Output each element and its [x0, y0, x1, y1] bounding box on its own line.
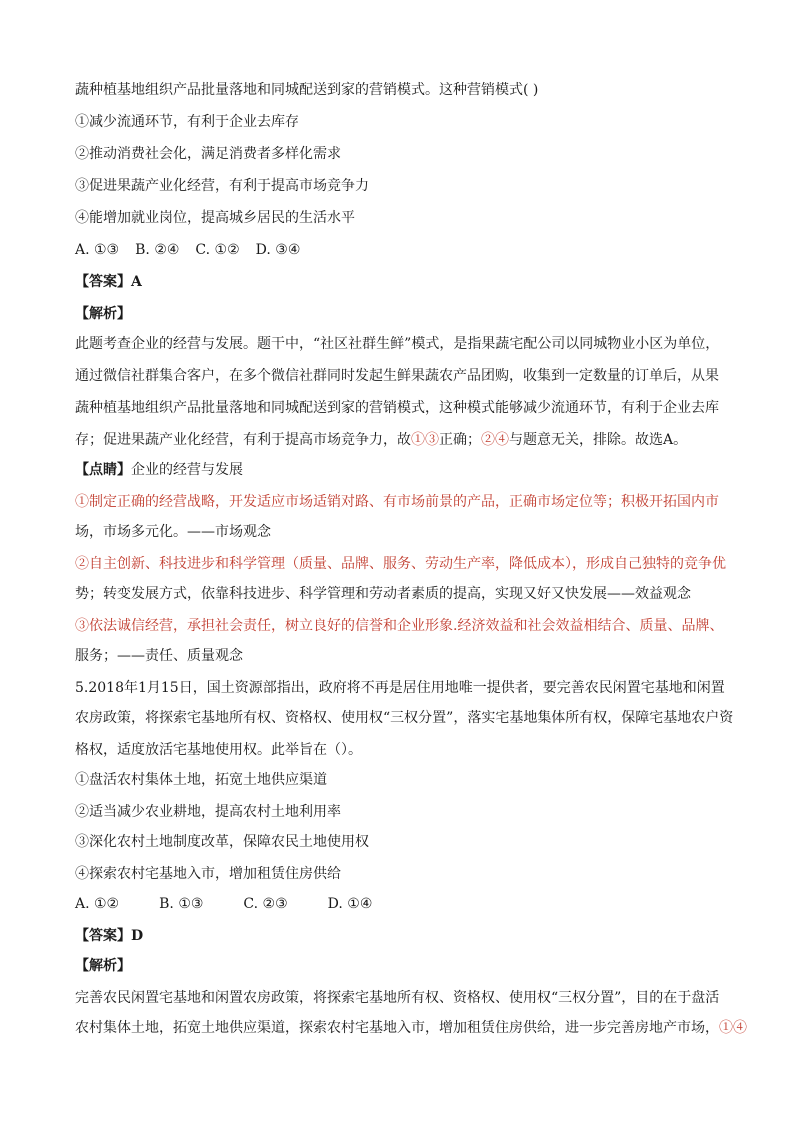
q4-option-1: ①减少流通环节，有利于企业去库存	[75, 114, 299, 130]
q4-analysis-mid: 正确；	[439, 432, 481, 448]
q4-tip-line-1: ①制定正确的经营战略，开发适应市场适销对路、有市场前景的产品，正确市场定位等；积极开拓国内市	[75, 494, 719, 510]
q5-option-1: ①盘活农村集体土地，拓宽土地供应渠道	[75, 772, 327, 788]
q4-analysis-label: 【解析】	[75, 306, 131, 322]
q4-tip-line-5: ③依法诚信经营，承担社会责任，树立良好的信誉和企业形象.经济效益和社会效益相结合、质量、品牌、	[75, 618, 724, 634]
q4-analysis-line-3: 蔬种植基地组织产品批量落地和同城配送到家的营销模式，这种模式能够减少流通环节，有利于企业去库	[75, 400, 719, 416]
q4-analysis-line-4	[75, 430, 725, 450]
q5-stem-line-1: 5.2018年1月15日，国土资源部指出，政府将不再是居住用地唯一提供者，要完善农民闲置宅基地和闲置	[75, 680, 725, 696]
q4-option-2: ②推动消费社会化，满足消费者多样化需求	[75, 146, 341, 162]
q4-correct-options: ①③	[411, 432, 439, 448]
q5-analysis-line-1: 完善农民闲置宅基地和闲置农房政策，将探索宅基地所有权、资格权、使用权“三权分置”，目的在于盘活	[75, 990, 720, 1006]
q4-stem-tail: 蔬种植基地组织产品批量落地和同城配送到家的营销模式。这种营销模式( )	[75, 82, 539, 98]
q4-option-4: ④能增加就业岗位，提高城乡居民的生活水平	[75, 210, 355, 226]
q5-choice-a: A. ①②	[75, 896, 120, 912]
q5-choice-c: C. ②③	[243, 896, 288, 912]
q4-tip-line-2: 场，市场多元化。——市场观念	[75, 524, 271, 540]
q5-stem-line-2: 农房政策，将探索宅基地所有权、资格权、使用权“三权分置”，落实宅基地集体所有权，保障宅基地农户资	[75, 710, 734, 726]
q4-choice-d: D. ③④	[255, 242, 301, 258]
q5-analysis-label: 【解析】	[75, 958, 131, 974]
q5-analysis-pre: 农村集体土地，拓宽土地供应渠道，探索农村宅基地入市，增加租赁住房供给，进一步完善房地产市场，	[75, 1020, 719, 1036]
q4-choice-b: B. ②④	[135, 242, 180, 258]
q4-tip-title: 企业的经营与发展	[131, 462, 243, 478]
q4-tip-label: 【点睛】	[75, 462, 131, 478]
q4-tip-heading	[75, 460, 725, 480]
q4-option-3: ③促进果蔬产业化经营，有利于提高市场竞争力	[75, 178, 369, 194]
q5-stem-line-3: 格权，适度放活宅基地使用权。此举旨在（）。	[75, 742, 362, 758]
q5-correct-options: ①④	[719, 1020, 747, 1036]
q4-tip-line-4: 势；转变发展方式，依靠科技进步、科学管理和劳动者素质的提高，实现又好又快发展——效益观念	[75, 586, 691, 602]
q4-analysis-line-2: 通过微信社群集合客户，在多个微信社群同时发起生鲜果蔬农产品团购，收集到一定数量的订单后，从果	[75, 368, 719, 384]
q5-choice-b: B. ①③	[159, 896, 204, 912]
q4-analysis-pre: 存；促进果蔬产业化经营，有利于提高市场竞争力，故	[75, 432, 411, 448]
q4-analysis-post: 与题意无关，排除。故选A。	[509, 432, 688, 448]
q5-choice-d: D. ①④	[327, 896, 373, 912]
q5-option-2: ②适当减少农业耕地，提高农村土地利用率	[75, 804, 341, 820]
q4-choice-c: C. ①②	[195, 242, 240, 258]
q4-wrong-options: ②④	[481, 432, 509, 448]
q5-choices	[75, 894, 725, 914]
q4-choices	[75, 240, 725, 260]
q5-analysis-line-2	[75, 1018, 747, 1038]
q4-tip-line-6: 服务；——责任、质量观念	[75, 648, 243, 664]
q5-answer: 【答案】D	[75, 928, 144, 944]
q4-analysis-line-1: 此题考查企业的经营与发展。题干中，“社区社群生鲜”模式，是指果蔬宅配公司以同城物业小区为单位，	[75, 336, 720, 352]
q4-tip-line-3: ②自主创新、科技进步和科学管理（质量、品牌、服务、劳动生产率，降低成本），形成自己独特的竞争优	[75, 556, 726, 572]
q4-answer: 【答案】A	[75, 274, 142, 290]
q5-option-4: ④探索农村宅基地入市，增加租赁住房供给	[75, 866, 341, 882]
q4-choice-a: A. ①③	[75, 242, 120, 258]
q5-option-3: ③深化农村土地制度改革，保障农民土地使用权	[75, 834, 369, 850]
